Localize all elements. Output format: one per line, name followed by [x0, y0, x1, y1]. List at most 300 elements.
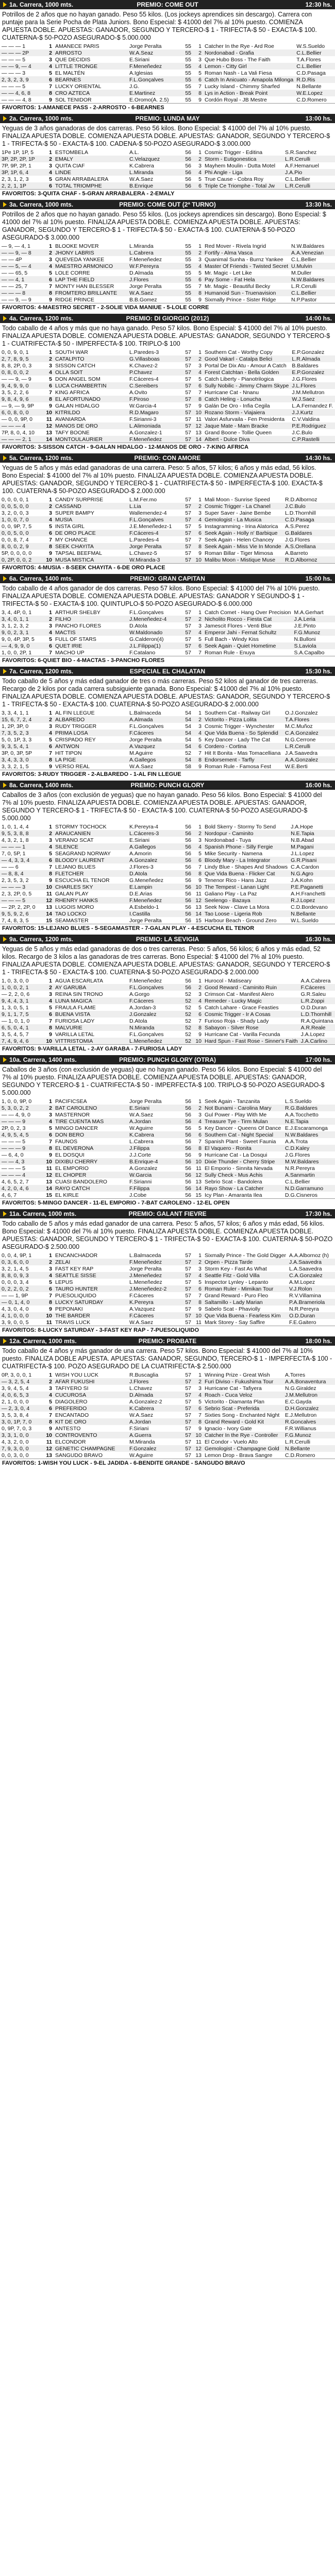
runner-trainer: C.D.Bordevano	[291, 904, 328, 910]
race-number-distance: 12a. Carrera, 1000 mts.	[9, 1337, 77, 1345]
runner-form: 3, 3, 1, 0, 0	[0, 1432, 43, 1438]
runner-jockey: G.Meneñedez	[129, 877, 163, 884]
runner-form: 3, 4, 4P, 0, 1	[2, 609, 32, 616]
runner-jockey: L.Chavez	[129, 1385, 153, 1392]
runner-jockey: L.Cáceres-3	[128, 830, 178, 837]
runner-horse: PANCHO FLORES	[55, 622, 102, 629]
runner-row	[0, 43, 335, 49]
runner-horse: BAT CAROLENO	[54, 1105, 128, 1111]
runner-jockey: J.Meneñedez	[128, 1272, 178, 1279]
runner-form: — — 25, 7	[2, 283, 28, 290]
runner-wt: 52	[185, 1004, 191, 1011]
runner-sire: Catcher In the Rye - Controller	[203, 1432, 283, 1438]
favorites: FAVORITOS: 3-SISSON CATCH - 9-GALAN HIDALGO - 12-MANOS DE ORO - 7-KING AFRICA	[0, 443, 335, 450]
runner-num: 1	[49, 609, 52, 616]
runner-jockey: L.Miranda	[129, 243, 154, 249]
runner-sire: Jaque Mate - Mam Bracke	[203, 422, 290, 429]
race-header	[0, 1336, 335, 1346]
runner-trainer: A.A.Cabrera	[300, 977, 331, 984]
runner-form: 4, 3, 2, 1, 8	[2, 837, 29, 843]
runner-row	[0, 1432, 335, 1438]
runner-jockey: G.Villasboas	[128, 355, 178, 362]
runner-form: — 4, 9, 9, 0	[0, 642, 43, 649]
runner-form: 7P, 9P, 2P, 1	[2, 162, 31, 169]
runner-form: 7, 3, 5, 2, 3	[0, 730, 43, 736]
race-prize: PREMIO: LA SEVIGIA	[136, 936, 199, 943]
runner-wt: 57	[185, 1452, 191, 1459]
runner-horse: TRAVIS LUCK	[55, 1319, 91, 1326]
runner-horse: TAO LOCKO	[54, 910, 128, 917]
runner-row	[0, 63, 335, 70]
runner-jockey: W.Garcia	[128, 1172, 178, 1178]
runner-jockey: Jorge Peralta	[129, 1098, 162, 1105]
runner-wt: 56	[178, 156, 193, 162]
runner-horse: RUDY TRIGGER	[55, 723, 97, 730]
runner-form: — 2, 3, 0, 4	[0, 1405, 43, 1412]
runner-horse: LUCKY ORIENTAL	[55, 83, 102, 90]
runner-num: 3	[49, 1265, 52, 1272]
runner-row	[0, 622, 335, 629]
runner-sire: Icy Plan - Amaranta Ilea	[205, 1192, 262, 1198]
runner-row	[0, 917, 335, 924]
runner-num: 10	[43, 1158, 54, 1165]
runner-trainer: N.W.Baldares	[283, 1131, 335, 1138]
runner-sire: Victorito - Pizza Lolita	[203, 716, 283, 723]
runner-num: 2	[43, 1259, 54, 1265]
runner-trainer: J.J.Kurtz	[290, 409, 335, 416]
race-block	[0, 0, 335, 111]
runner-horse: LA PIGE	[54, 756, 128, 763]
runner-trainer: C.D.Pasaga	[283, 516, 335, 523]
runner-pp: 5	[198, 1279, 202, 1285]
runner-trainer: E.P.Gonzalez	[292, 349, 325, 355]
runner-num: 1	[49, 1252, 52, 1259]
runner-pp: 6	[193, 182, 203, 189]
runner-trainer: C.L.Bellier	[295, 49, 335, 56]
runners-table	[0, 243, 335, 303]
runner-horse: CHARLES SKY	[54, 884, 128, 890]
runner-horse: PACIFICSEA	[55, 1098, 87, 1105]
runner-jockey: A.Gonzalez	[129, 1165, 158, 1172]
race-time: 12:30 hs.	[305, 1, 332, 8]
runner-num: 4	[43, 263, 54, 269]
favorites: FAVORITOS: 9-VARILLA LETAL - 2-AY GARABA - 7-FURIOSA LADY	[0, 1044, 335, 1052]
runner-sire: Galán De Oro - Infia Cegila	[205, 402, 270, 409]
runner-jockey: C.Velazquez	[128, 156, 178, 162]
runner-num: 11	[46, 1438, 52, 1445]
runner-sire: Seek Again - Holly n' Barbique	[203, 530, 283, 536]
runner-pp: 4	[193, 1118, 203, 1125]
runner-jockey: A.Vazquez	[128, 743, 178, 750]
triangle-icon	[3, 783, 7, 788]
runner-sire: Cordón Royal - JB Mestre	[205, 96, 267, 103]
runner-sire: Sixmally Prince - The Gold Digger	[205, 1252, 286, 1259]
runner-horse: PRIMA LOSA	[54, 730, 128, 736]
runner-trainer: G.Baldares	[283, 530, 335, 536]
runner-trainer: A.A.Trota	[285, 1138, 308, 1145]
race-conditions: Potrillos de 2 años que no hayan ganado. Peso 55 kilos. (Los jockeys aprendices sin descargo). Bono Especial: $ 41000 del 7% al 10% puesto. FINALIZA APUESTA DOBLE. COMIENZA APUESTA DOBLE. APUESTAS: GANADOR, SEGUNDO Y TERCERO-$ 1 - TRIFECTA-$ 50 - EXACTA-$ 100. CUATERNA-$ 50-POZO ASEGURADO-$ 3.000.000	[2, 211, 326, 241]
runner-jockey: J.Meneñedez-4	[128, 616, 178, 622]
runner-wt: 57	[178, 616, 193, 622]
runner-row	[0, 857, 335, 863]
runner-wt: 55	[185, 83, 191, 90]
runner-num: 3	[49, 510, 52, 516]
runner-pp: 5	[198, 1004, 202, 1011]
runner-sire: Gemologist - La Musica	[203, 516, 283, 523]
runner-sire: Que Hubo Boss - The Faith	[205, 56, 271, 63]
runner-row	[0, 1392, 335, 1398]
runner-sire: Spanish Plant - Sweet Faunia	[205, 1138, 276, 1145]
runner-trainer: N.G.Agro	[289, 870, 335, 877]
race-block	[0, 453, 335, 571]
runner-sire: Seelengo - Bazaya	[203, 897, 289, 904]
runner-trainer: C.A.Gonzalez	[288, 1272, 335, 1279]
runner-form: 5P, 0, 0, 0, 0	[2, 550, 32, 556]
runner-wt: 55	[185, 296, 191, 303]
runner-jockey: F.L.Gonçalves	[128, 76, 178, 83]
runner-form: 7P, 8, 0, 4, 10	[2, 429, 35, 436]
runner-num: 6	[43, 530, 54, 536]
runners-table	[0, 1252, 335, 1326]
runner-jockey: A.Jordan-3	[129, 1004, 156, 1011]
runner-jockey: E.Siriani	[129, 837, 150, 843]
race-number-distance: 8a. Carrera, 1400 mts.	[9, 782, 74, 789]
runner-pp: 6	[193, 276, 203, 283]
runner-pp: 7	[198, 863, 202, 870]
runner-trainer: C.L.Bellier	[285, 176, 310, 182]
runner-jockey: F.Siriani	[129, 1425, 149, 1432]
race-prize: PREMIO: CON AMORE	[134, 454, 201, 462]
runner-row	[0, 1031, 335, 1038]
runner-pp: 3	[198, 1265, 202, 1272]
runner-jockey: B.Enrique	[128, 182, 178, 189]
runner-wt: 57	[178, 1285, 193, 1292]
runner-pp: 6	[193, 1011, 203, 1018]
runner-wt: 57	[185, 1438, 191, 1445]
runners-table	[0, 1371, 335, 1459]
runner-wt: 52	[185, 1031, 191, 1038]
runner-row	[0, 362, 335, 369]
runner-wt: 56	[185, 1178, 191, 1185]
runner-pp: 8	[193, 1418, 203, 1425]
runner-sire: Endorsement - Tarfly	[203, 756, 283, 763]
runner-wt: 57	[185, 1425, 191, 1432]
runner-jockey: A.L.	[129, 149, 139, 156]
runner-row	[0, 1445, 335, 1452]
runner-trainer: J.C.Bulo	[283, 503, 335, 510]
runner-row	[0, 402, 335, 409]
runner-jockey: W.A.Saez	[128, 290, 178, 296]
runner-row	[0, 182, 335, 189]
runner-num: 6	[43, 76, 54, 83]
runner-row	[0, 1312, 335, 1319]
runner-num: 14	[43, 436, 54, 443]
runner-jockey: A.Iglesias	[129, 70, 153, 76]
runner-row	[0, 997, 335, 1004]
runner-wt: 55	[178, 290, 193, 296]
runner-row	[0, 1412, 335, 1418]
runner-sire: Jamescit Flores - Venti Blue	[205, 622, 272, 629]
runner-trainer: R.A.Quintana	[300, 1018, 333, 1024]
runner-horse: VARILLA LETAL	[55, 1031, 95, 1038]
runner-num: 3	[49, 56, 52, 63]
runner-row	[0, 750, 335, 756]
runner-pp: 8	[193, 543, 203, 550]
runner-form: 2, 1, 0, 0, 0	[2, 1398, 29, 1405]
runner-pp: 4	[193, 843, 203, 850]
runner-pp: 5	[198, 269, 202, 276]
runner-num: 9	[49, 1425, 52, 1432]
race-prize: PREMIO: PUNCH GLORY (OTRA)	[119, 1056, 216, 1063]
runner-pp: 2	[193, 984, 203, 991]
runner-horse: DON BERO	[54, 1131, 128, 1138]
runner-trainer: A.M.Lopez	[289, 1279, 315, 1285]
runner-trainer: N.E.Tapia	[289, 830, 335, 837]
runner-sire: Cosmic Trigger - La Chanel	[203, 503, 283, 510]
runner-form: 9, 0, 2, 3, 1	[0, 629, 43, 636]
runner-jockey: L.Miranda	[128, 169, 178, 176]
runner-form: — — 1, 9P	[2, 1292, 28, 1299]
runner-wt: 57	[185, 649, 191, 656]
triangle-icon	[3, 937, 7, 942]
runner-form: — — — 5	[2, 1138, 26, 1145]
race-header	[0, 200, 335, 209]
runner-jockey: Jorge Peralta	[129, 1265, 162, 1272]
runner-jockey: W.A.Saez	[129, 176, 154, 182]
runner-horse: VERSO REAL	[55, 763, 90, 770]
runner-trainer: A.S.Perez	[285, 523, 310, 530]
runner-pp: 2	[193, 616, 203, 622]
runner-trainer: J.M.Mellutron	[283, 1392, 335, 1398]
runner-num: 9	[49, 402, 52, 409]
runner-form: — 9, — 9, 9P	[2, 402, 35, 409]
runner-num: 1	[49, 823, 52, 830]
runner-form: 3, 3, 4, 1, 1	[2, 709, 29, 716]
runner-pp: 9	[198, 296, 202, 303]
runner-wt: 55	[185, 243, 191, 249]
runner-sire: Victorito - Diamanta Plan	[205, 1398, 264, 1405]
runner-num: 6	[43, 182, 54, 189]
runner-wt: 57	[185, 1371, 191, 1378]
race-conditions: Todo caballo de 4 años ganador de dos carreras. Peso 57 kilos. Bono Especial: $ 41000 del 7% al 10% puesto. FINALIZA APUESTA DOBLE. COMIENZA APUESTA DOBLE. APUESTAS: GANADOR Y SEGUNDO-$ 1 - TRIFECTA-$ 50 - EXACTA-$ 100. QUINTUPLO-$ 50-POZO ASEGURADO-$ 6.000.000	[2, 585, 320, 607]
runner-trainer: P.E.Paganetti	[289, 884, 335, 890]
runner-num: 8	[43, 90, 54, 96]
runner-row	[0, 1425, 335, 1432]
runner-horse: LINDE	[54, 169, 128, 176]
runner-form: 7, 9, 3, 0, 0	[0, 1445, 43, 1452]
runner-horse: TAPSAL BEEFMAL	[55, 550, 103, 556]
race-conditions: Todo caballo de 5 años y más edad ganador de una carrera. Peso: 5 años, 57 kilos; 6 años y más edad, 56 kilos. Bono Especial: $ 41000 del 7% al 10% puesto. FINALIZA APUESTA DOBLE. COMIENZA APUESTA DOBLE. APUESTAS: GANADOR, SEGUNDO Y TERCERO-$ 1 - TRIFECTA-$ 50 - EXACTA-$ 100. CUATERNA-$ 50-POZO ASEGURADO-$ 2.500.000	[2, 1220, 333, 1250]
runner-pp: 2	[193, 830, 203, 837]
runner-num: 2	[43, 355, 54, 362]
runner-row	[0, 56, 335, 63]
runner-form: — — 5, — 4	[0, 263, 43, 269]
runner-form: 1, 3, 0, 5, 1	[2, 1004, 29, 1011]
runner-pp: 13	[195, 429, 202, 436]
runner-sire: Cosmic Trigger - Wynchester	[205, 723, 275, 730]
runner-wt: 52	[178, 997, 193, 1004]
runner-row	[0, 1438, 335, 1445]
runner-pp: 6	[193, 1131, 203, 1138]
runner-row	[0, 1272, 335, 1279]
runner-jockey: J.Flores	[128, 276, 178, 283]
runner-sire: Seek Again - Miss Vie In Monde	[203, 543, 283, 550]
runner-jockey: A.Gallegos	[128, 843, 178, 850]
runner-num: 2	[43, 249, 54, 256]
race-block	[0, 314, 335, 450]
runner-num: 8	[43, 756, 54, 763]
runner-horse: FROMTERO BRILLANTE	[54, 290, 128, 296]
race-time: 17:30 hs.	[305, 1210, 332, 1217]
runner-trainer: N.R.Pereyra	[285, 1165, 315, 1172]
runner-jockey: J.J.Corte	[129, 1151, 152, 1158]
runner-wt: 52	[185, 991, 191, 997]
runner-jockey: J.Gonzalez	[128, 1011, 178, 1018]
runner-pp: 10	[193, 556, 203, 563]
runner-pp: 15	[195, 1192, 202, 1198]
runner-wt: 55	[185, 56, 191, 63]
runner-row	[0, 636, 335, 642]
runner-num: 8	[43, 870, 54, 877]
runner-horse: SOL TENIDOR	[55, 96, 92, 103]
runner-sire: Bold Skerry - Stormy To Send	[205, 823, 276, 830]
runner-row	[0, 1378, 335, 1385]
runner-horse: LITTLE TRONGE	[54, 63, 128, 70]
runner-horse: VITTRISTOMIA	[54, 1038, 128, 1044]
runner-horse: ARAUCANIEN	[54, 830, 128, 837]
runner-jockey: Jorge Peralta	[129, 736, 162, 743]
runner-horse: LUCKY SATURDAY	[54, 1299, 128, 1306]
runner-num: 9	[49, 550, 52, 556]
runner-row	[0, 416, 335, 422]
runner-jockey: F.Cáceres	[129, 1292, 154, 1299]
runner-wt: 56	[185, 890, 191, 897]
runner-wt: 54	[178, 716, 193, 723]
runner-row	[0, 1125, 335, 1131]
runner-horse: DIXIBU CHERRY	[54, 1158, 128, 1165]
runner-form: 1, 0, 0, 7, 0	[0, 516, 43, 523]
runner-sire: Grand Reward - Puro Fleo	[205, 1292, 269, 1299]
runner-wt: 56	[185, 917, 191, 924]
runner-horse: DIAGOLERO	[55, 1398, 88, 1405]
runner-horse: DON ANGEL SOM	[55, 376, 100, 382]
runner-pp: 1	[198, 977, 202, 984]
runner-jockey: K.Cabrera	[128, 1405, 178, 1412]
runner-wt: 56	[185, 1192, 191, 1198]
runner-num: 8	[43, 1418, 54, 1425]
runner-trainer: U.Mulvin	[290, 263, 335, 269]
runner-pp: 7	[198, 750, 202, 756]
runner-form: 3, 1, 2, 3, 2	[2, 622, 29, 629]
race-number-distance: 11a. Carrera, 1000 mts.	[9, 1210, 77, 1217]
runner-horse: FLETCHER	[54, 870, 128, 877]
runner-form: — — — 5	[2, 1165, 26, 1172]
runner-wt: 54	[185, 736, 191, 743]
runner-jockey: L.Alimoniada	[128, 422, 178, 429]
runner-trainer: G.R.Pisani	[289, 857, 335, 863]
runner-num: 7	[49, 83, 52, 90]
runner-horse: ELCONDOR	[55, 1438, 86, 1445]
runner-jockey: A.Guerra	[128, 1432, 178, 1438]
runner-horse: ARTHUR SHELBY	[55, 609, 100, 616]
runner-wt: 56	[185, 1111, 191, 1118]
runner-num: 3	[49, 837, 52, 843]
runner-form: — — 9, — 9	[2, 296, 31, 303]
runner-horse: LUCA CHAMBERTIN	[54, 382, 128, 389]
runner-form: 1, 0, 1, 4, 4	[2, 823, 29, 830]
runner-trainer: N.Bulloni	[294, 636, 316, 642]
runner-num: 12	[43, 422, 54, 429]
runner-row	[0, 382, 335, 389]
runner-pp: 14	[193, 910, 203, 917]
runner-num: 10	[43, 1038, 54, 1044]
runner-num: 5	[49, 70, 52, 76]
runners-table	[0, 43, 335, 103]
runner-row	[0, 510, 335, 516]
runner-trainer: R.J.Lopez	[289, 897, 335, 904]
runner-trainer: W.L.Sueldo	[291, 917, 319, 924]
runner-wt: 57	[185, 1385, 191, 1392]
runner-wt: 57	[178, 396, 193, 402]
runner-wt: 57	[178, 1299, 193, 1306]
runner-row	[0, 756, 335, 763]
runner-row	[0, 263, 335, 269]
runner-jockey: K.Pereyra	[128, 1299, 178, 1306]
race-time: 14:00 hs.	[305, 315, 332, 322]
favorites: FAVORITOS: 8-LUCKY SATURDAY - 3-FAST KEY RAP - 7-PUESOLIQUIDO	[0, 1326, 335, 1333]
runner-jockey: A.Esbeldo-1	[129, 904, 159, 910]
runner-trainer: C.V.Valdina	[292, 416, 320, 422]
runner-row	[0, 389, 335, 396]
runner-trainer: E.J.Mellutron	[285, 1412, 317, 1418]
runner-jockey: A.Gonzalez-2	[129, 1398, 162, 1405]
runner-row	[0, 884, 335, 890]
runner-num: 5	[49, 1279, 52, 1285]
runner-wt: 57	[185, 362, 191, 369]
runner-trainer: A.Sanmartin	[283, 1172, 335, 1178]
runner-wt: 57	[178, 1378, 193, 1385]
runner-jockey: J.Cobe	[129, 1192, 147, 1198]
runner-form: 9, 3, 5, 4, 1	[0, 743, 43, 750]
runner-pp: 4	[193, 263, 203, 269]
runner-form: 1Pe 1P, 1P, 5	[2, 149, 34, 156]
runner-num: 14	[43, 1185, 54, 1192]
runner-horse: MASTERNOR	[55, 1111, 90, 1118]
runner-form: 0, 0, 8, 7, 4	[2, 536, 29, 543]
runner-trainer: N.Bellante	[296, 83, 322, 90]
runner-horse: LEPUS	[55, 1279, 73, 1285]
runner-trainer: G.R.Saleu	[300, 991, 326, 997]
runner-num: 15	[46, 1192, 52, 1198]
runner-jockey: J.L.Filippa(1)	[128, 642, 178, 649]
runner-jockey: D.Atola	[129, 1018, 147, 1024]
runner-wt: 55	[185, 256, 191, 263]
runner-trainer: F.G.Munoz	[292, 629, 335, 636]
runner-trainer: A.H.Franchetti	[291, 890, 326, 897]
runner-trainer: C.P.Rastelli	[290, 436, 335, 443]
runner-pp: 12	[193, 897, 203, 904]
runner-row	[0, 1004, 335, 1011]
runner-form: — — — 4	[0, 1172, 43, 1178]
runner-sire: Catch Comet - Hang Over Precision	[205, 609, 291, 616]
runner-sire: Sabayon - Silver Rose	[203, 1024, 299, 1031]
runner-form: — 0, 0, 9P, 0	[2, 416, 32, 422]
runner-form: 2, 3, 1, 2, 3	[2, 176, 29, 182]
runner-num: 1	[49, 977, 52, 984]
runner-jockey: F.Filippa	[128, 1185, 178, 1192]
runner-pp: 4	[193, 63, 203, 70]
runner-num: 4	[43, 1392, 54, 1398]
